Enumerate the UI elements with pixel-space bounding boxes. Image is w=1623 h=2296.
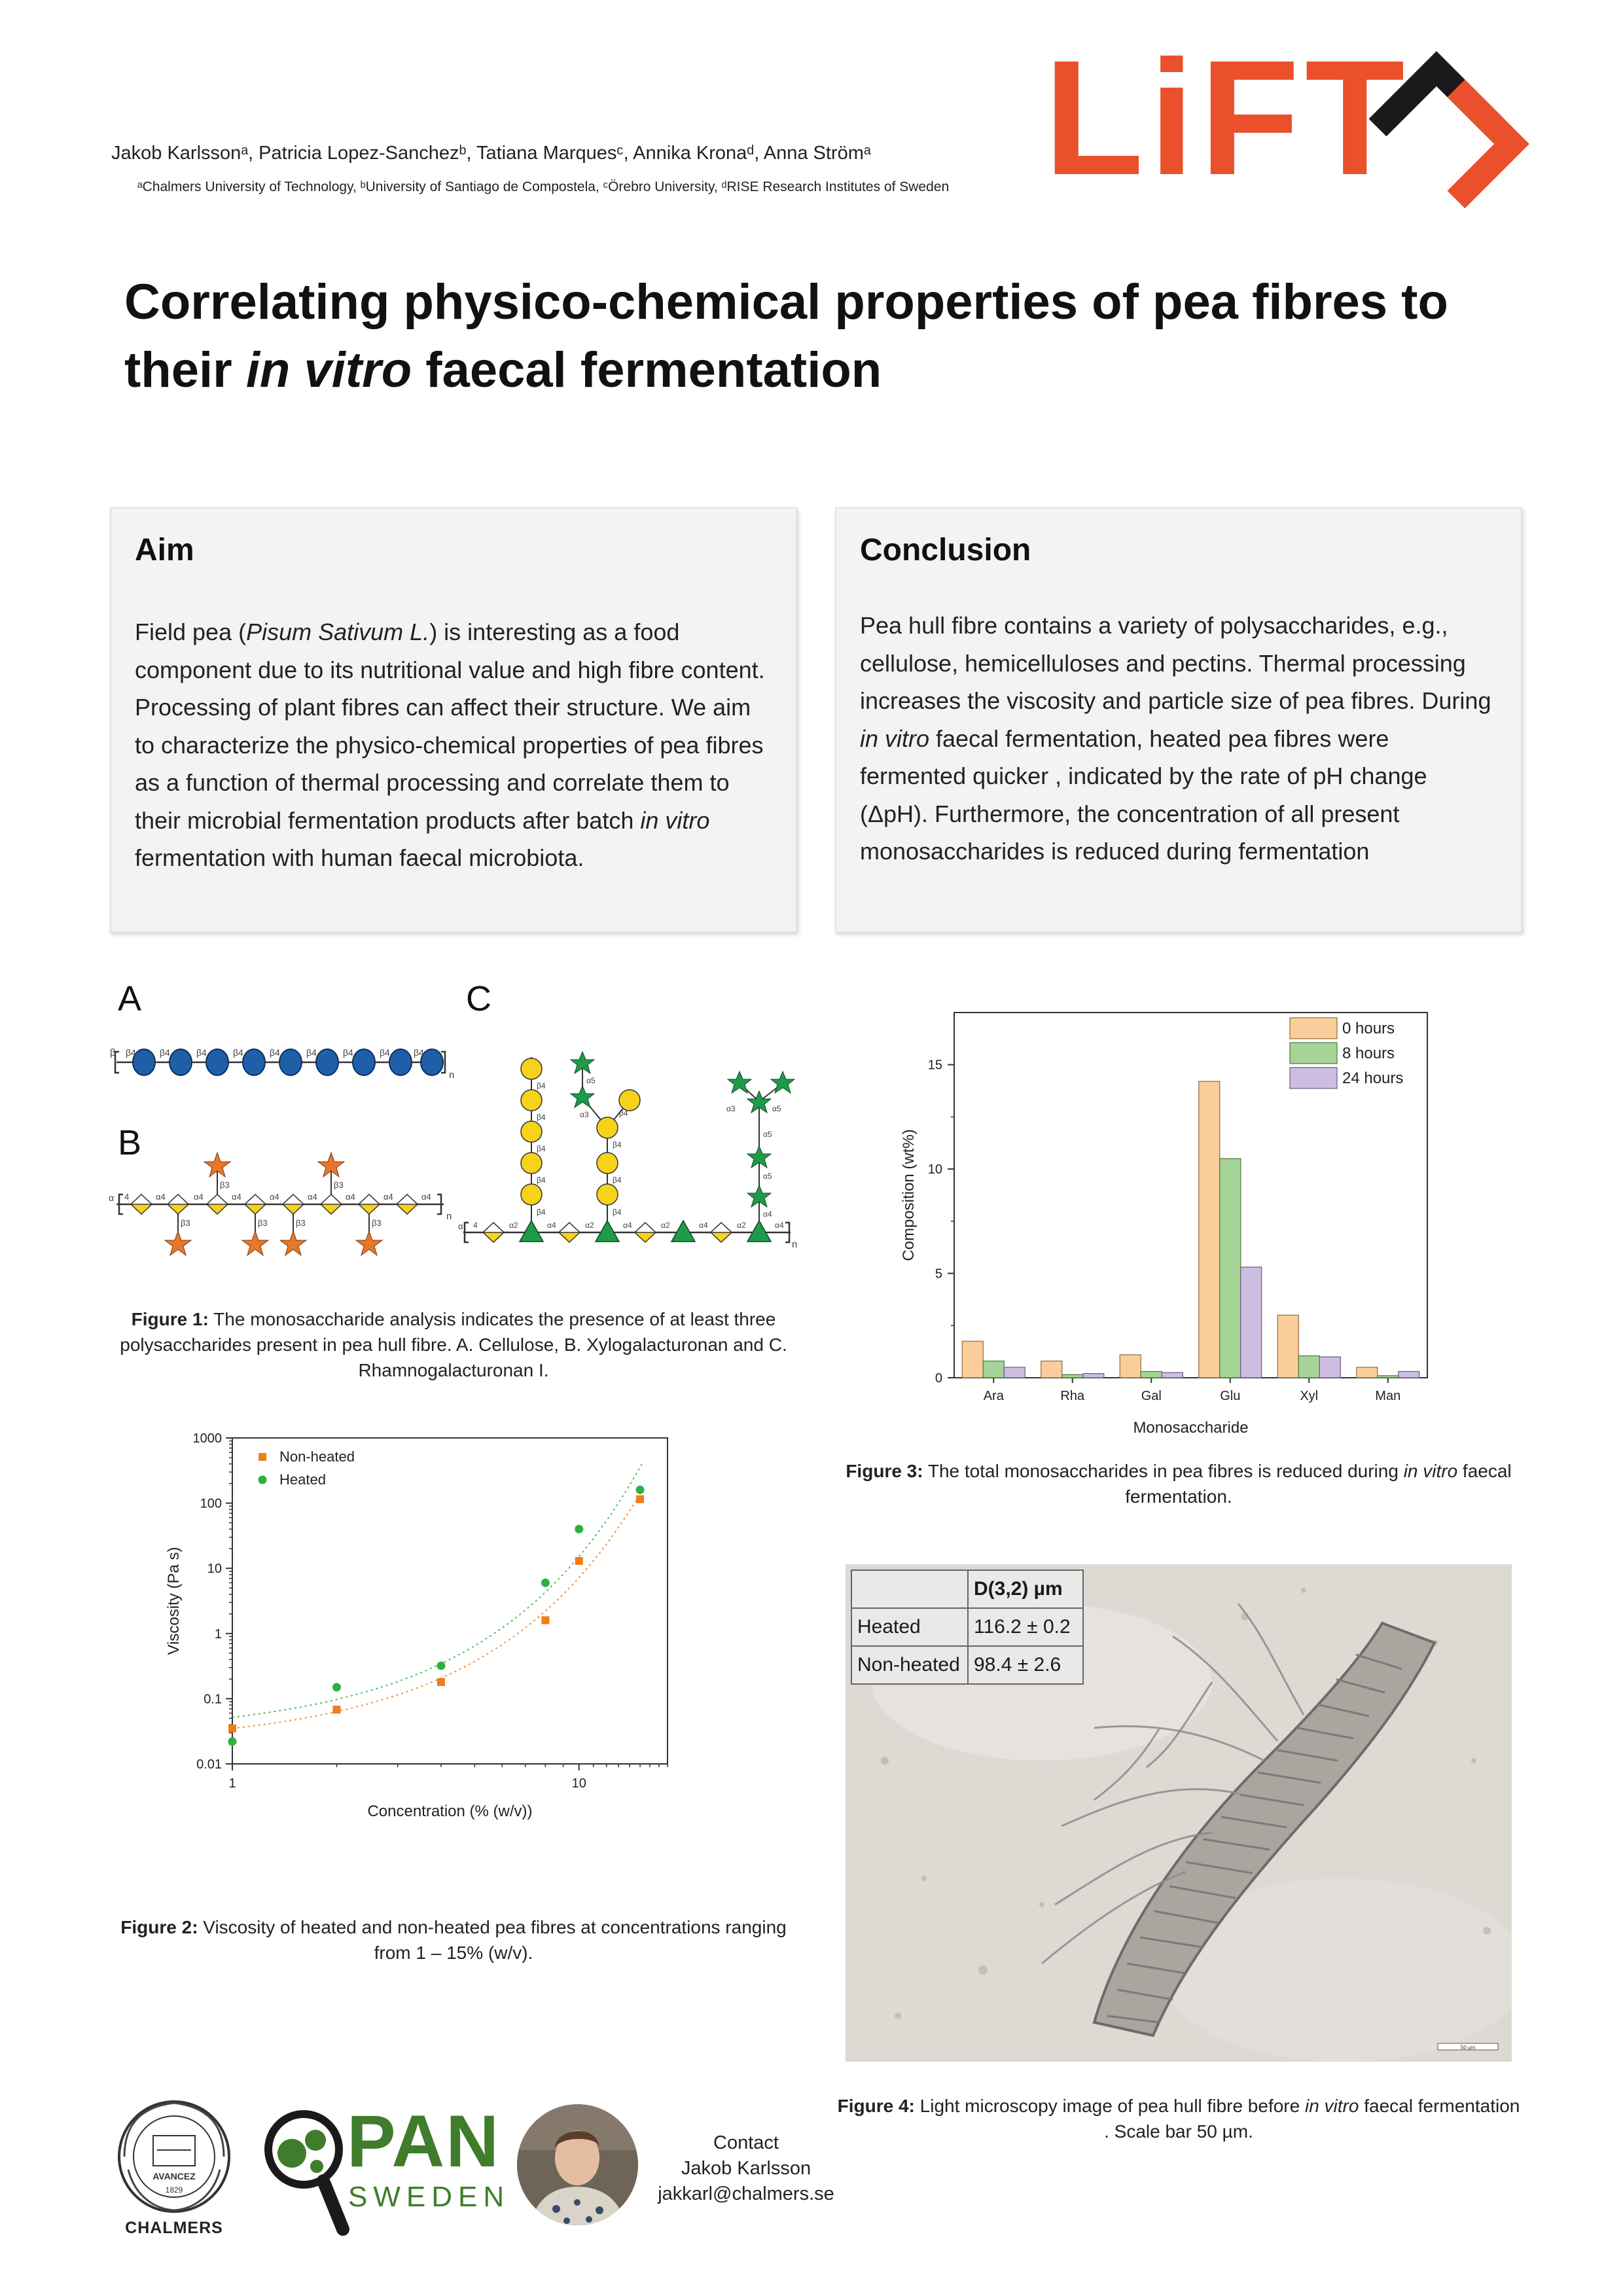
svg-text:α5: α5 xyxy=(772,1104,781,1113)
lift-logo-text: LiFT xyxy=(1044,26,1410,209)
svg-text:α4: α4 xyxy=(775,1221,784,1230)
data-point-heated xyxy=(332,1683,341,1691)
svg-text:β4: β4 xyxy=(537,1175,546,1185)
x-tick-label: Gal xyxy=(1141,1389,1162,1403)
legend-label-1: 8 hours xyxy=(1342,1045,1395,1062)
data-point-nonheated xyxy=(541,1616,549,1624)
xylose-star xyxy=(242,1231,268,1255)
bar-ara-1 xyxy=(983,1361,1004,1378)
particle-size-table xyxy=(851,1570,1084,1685)
svg-text:β4: β4 xyxy=(160,1047,170,1058)
row-label: Non-heated xyxy=(851,1646,968,1684)
svg-text:α4: α4 xyxy=(194,1192,204,1202)
data-point-nonheated xyxy=(228,1725,236,1732)
contact-heading: Contact xyxy=(713,2132,779,2153)
glycan-structures xyxy=(105,978,812,1266)
xylogalacturonan-chain xyxy=(109,1153,452,1255)
data-point-heated xyxy=(636,1486,645,1494)
svg-text:α4: α4 xyxy=(156,1192,166,1202)
y-tick-label: 10 xyxy=(927,1162,942,1177)
y-axis-label: Composition (wt%) xyxy=(900,1129,918,1261)
lift-logo xyxy=(1044,26,1541,219)
bar-glu-0 xyxy=(1199,1081,1220,1378)
chalmers-seal-icon xyxy=(115,2098,233,2215)
svg-text:β4: β4 xyxy=(126,1047,136,1058)
data-point-heated xyxy=(228,1737,237,1746)
svg-text:β4: β4 xyxy=(196,1047,207,1058)
y-tick-label: 1000 xyxy=(192,1431,222,1446)
svg-text:n: n xyxy=(792,1239,798,1250)
panel-c-label: C xyxy=(466,979,491,1018)
row-value: 98.4 ± 2.6 xyxy=(968,1646,1083,1684)
svg-text:α4: α4 xyxy=(270,1192,279,1202)
bar-man-0 xyxy=(1357,1367,1378,1378)
svg-text:β4: β4 xyxy=(619,1109,628,1118)
svg-text:4: 4 xyxy=(473,1221,478,1230)
svg-text:β3: β3 xyxy=(296,1218,306,1228)
x-tick-label: Glu xyxy=(1220,1389,1241,1403)
svg-text:α: α xyxy=(458,1221,463,1231)
svg-text:β4: β4 xyxy=(613,1208,622,1217)
svg-text:α3: α3 xyxy=(580,1110,589,1119)
title-part2: faecal fermentation xyxy=(412,342,882,398)
svg-text:α5: α5 xyxy=(763,1130,772,1139)
xylose-star xyxy=(165,1231,191,1255)
legend-swatch-2 xyxy=(1290,1067,1337,1088)
arabinose-star xyxy=(571,1086,594,1107)
xylose-star xyxy=(280,1231,306,1255)
composition-chart xyxy=(883,998,1499,1450)
bar-man-2 xyxy=(1399,1371,1419,1378)
svg-text:β4: β4 xyxy=(537,1113,546,1122)
cellulose-chain xyxy=(110,1047,454,1081)
svg-text:β3: β3 xyxy=(372,1218,382,1228)
bar-rha-1 xyxy=(1062,1374,1083,1378)
svg-text:α4: α4 xyxy=(232,1192,241,1202)
svg-text:β4: β4 xyxy=(233,1047,243,1058)
table-header-row xyxy=(851,1570,1083,1608)
svg-text:β3: β3 xyxy=(258,1218,268,1228)
y-tick-label: 5 xyxy=(935,1266,942,1282)
svg-text:α4: α4 xyxy=(623,1221,632,1230)
aim-text: Field pea (Pisum Sativum L.) is interesting as a food component due to its nutritional value and high fibre content. Processing of plant fibres can affect their structure. We aim to characterize the physico-chemical properties of pea fibres as a function of thermal processing and correlate them to their microbial fermentation products after batch in vitro fermentation with human faecal microbiota. xyxy=(135,619,765,871)
chart-legend xyxy=(259,1448,355,1488)
svg-text:β4: β4 xyxy=(270,1047,280,1058)
bar-xyl-1 xyxy=(1298,1356,1319,1378)
y-tick-label: 0 xyxy=(935,1371,942,1386)
contact-name: Jakob Karlsson xyxy=(681,2158,812,2179)
bar-man-1 xyxy=(1378,1376,1399,1378)
panel-a-label: A xyxy=(118,979,142,1018)
contact-block xyxy=(609,2130,883,2207)
data-point-heated xyxy=(437,1662,445,1670)
aim-box xyxy=(110,507,797,933)
svg-text:β4: β4 xyxy=(343,1047,353,1058)
chalmers-label: CHALMERS xyxy=(125,2219,223,2237)
panel-b-label: B xyxy=(118,1123,142,1162)
bar-xyl-0 xyxy=(1277,1315,1298,1378)
data-point-nonheated xyxy=(332,1706,340,1713)
bar-rha-2 xyxy=(1083,1374,1104,1378)
title-part1: Correlating physico-chemical properties of pea fibres to their xyxy=(124,274,1448,398)
svg-text:α4: α4 xyxy=(763,1210,772,1219)
sweden-label: SWEDEN xyxy=(348,2181,510,2213)
bar-gal-2 xyxy=(1162,1372,1183,1378)
svg-text:β3: β3 xyxy=(181,1218,190,1228)
legend-label-0: 0 hours xyxy=(1342,1020,1395,1037)
chalmers-logo xyxy=(115,2098,233,2238)
y-tick-label: 0.1 xyxy=(204,1692,222,1707)
table-row xyxy=(851,1646,1083,1684)
svg-text:4: 4 xyxy=(124,1192,130,1202)
pan-sweden-logo xyxy=(260,2100,510,2238)
table-header: D(3,2) µm xyxy=(968,1570,1083,1608)
glucose-units xyxy=(133,1049,443,1075)
svg-text:β4: β4 xyxy=(537,1081,546,1090)
svg-text:α4: α4 xyxy=(383,1192,393,1202)
legend-label-2: 24 hours xyxy=(1342,1069,1404,1087)
table-row xyxy=(851,1608,1083,1646)
svg-text:α2: α2 xyxy=(585,1221,594,1230)
legend-label-nonheated: Non-heated xyxy=(279,1448,355,1465)
svg-text:n: n xyxy=(446,1211,452,1222)
xylose-star xyxy=(356,1231,382,1255)
data-point-nonheated xyxy=(636,1496,644,1503)
x-axis-label: Monosaccharide xyxy=(1133,1419,1249,1437)
svg-text:AVANCEZ: AVANCEZ xyxy=(152,2171,196,2181)
bar-glu-1 xyxy=(1220,1158,1241,1378)
arabinose-star xyxy=(728,1071,751,1093)
svg-text:α4: α4 xyxy=(699,1221,708,1230)
x-tick-label: 10 xyxy=(571,1776,586,1791)
conclusion-text: Pea hull fibre contains a variety of polysaccharides, e.g., cellulose, hemicelluloses and pectins. Thermal processing increases the viscosity and particle size of pea fibres. During in vitro faecal fermentation, heated pea fibres were fermented quicker , indicated by the rate of pH change (ΔpH). Furthermore, the concentration of all present monosaccharides is reduced during fermentation xyxy=(860,612,1491,865)
row-value: 116.2 ± 0.2 xyxy=(968,1608,1083,1646)
affiliations: ᵃChalmers University of Technology, ᵇUniversity of Santiago de Compostela, ᶜÖrebro University, ᵈRISE Research Institutes of Sweden xyxy=(137,179,950,194)
svg-text:β4: β4 xyxy=(537,1208,546,1217)
svg-text:n: n xyxy=(449,1069,455,1081)
x-tick-label: Man xyxy=(1375,1389,1401,1403)
y-tick-label: 1 xyxy=(214,1626,222,1641)
x-tick-label: Rha xyxy=(1060,1389,1085,1403)
conclusion-box xyxy=(835,507,1522,933)
svg-text:α5: α5 xyxy=(586,1076,596,1085)
svg-text:α: α xyxy=(109,1193,115,1203)
legend-swatch-nonheated xyxy=(259,1453,266,1461)
svg-text:β4: β4 xyxy=(380,1047,390,1058)
bar-glu-2 xyxy=(1241,1267,1262,1378)
svg-text:β3: β3 xyxy=(220,1180,230,1190)
svg-text:β4: β4 xyxy=(537,1144,546,1153)
bar-gal-1 xyxy=(1141,1371,1162,1378)
microscopy-image xyxy=(846,1564,1512,2062)
conclusion-heading: Conclusion xyxy=(860,533,1031,567)
scalebar-label: 50 µm xyxy=(1460,2045,1476,2051)
data-point-heated xyxy=(541,1579,550,1587)
svg-text:α4: α4 xyxy=(346,1192,355,1202)
y-tick-label: 10 xyxy=(207,1562,222,1577)
legend-swatch-1 xyxy=(1290,1043,1337,1064)
svg-text:α4: α4 xyxy=(421,1192,431,1202)
y-axis-label: Viscosity (Pa s) xyxy=(165,1547,183,1655)
svg-text:α2: α2 xyxy=(509,1221,518,1230)
bar-ara-2 xyxy=(1004,1367,1025,1378)
bar-ara-0 xyxy=(962,1341,983,1378)
data-point-heated xyxy=(575,1525,583,1534)
y-tick-label: 0.01 xyxy=(196,1757,222,1772)
rhamnogalacturonan-chain xyxy=(458,1052,797,1250)
svg-text:β3: β3 xyxy=(334,1180,344,1190)
contact-email[interactable]: jakkarl@chalmers.se xyxy=(658,2183,834,2204)
x-axis-label: Concentration (% (w/v)) xyxy=(367,1803,533,1820)
row-label: Heated xyxy=(851,1608,968,1646)
svg-text:β4: β4 xyxy=(414,1047,424,1058)
author-list: Jakob Karlssonᵃ, Patricia Lopez-Sanchezᵇ, Tatiana Marquesᶜ, Annika Kronaᵈ, Anna Strömᵃ xyxy=(111,143,871,164)
y-tick-label: 15 xyxy=(927,1058,942,1073)
plot-frame xyxy=(954,1013,1427,1378)
figure4-caption: Figure 4: Light microscopy image of pea hull fibre before in vitro faecal fermentation . Scale bar 50 µm. xyxy=(837,2096,1520,2142)
data-point-nonheated xyxy=(575,1557,583,1565)
viscosity-chart xyxy=(157,1420,759,1865)
figure2-caption: Figure 2: Viscosity of heated and non-heated pea fibres at concentrations ranging from 1 – 15% (w/v). xyxy=(120,1917,787,1963)
svg-text:β: β xyxy=(110,1047,116,1058)
svg-text:α3: α3 xyxy=(726,1104,736,1113)
svg-text:β4: β4 xyxy=(613,1175,622,1185)
figure1-diagram xyxy=(105,978,812,1266)
figure3-caption: Figure 3: The total monosaccharides in pea fibres is reduced during in vitro faecal fermentation. xyxy=(846,1461,1512,1507)
pan-label: PAN xyxy=(347,2100,501,2182)
chart-legend xyxy=(1290,1018,1403,1088)
legend-label-heated: Heated xyxy=(279,1471,326,1488)
svg-text:α5: α5 xyxy=(763,1172,772,1181)
svg-text:α4: α4 xyxy=(308,1192,317,1202)
legend-swatch-heated xyxy=(259,1476,267,1484)
data-point-nonheated xyxy=(437,1678,445,1686)
bar-gal-0 xyxy=(1120,1355,1141,1378)
svg-text:β4: β4 xyxy=(613,1140,622,1149)
figure1-caption: Figure 1: The monosaccharide analysis indicates the presence of at least three polysaccharides present in pea hull fibre. A. Cellulose, B. Xylogalacturonan and C. Rhamnogalacturonan I. xyxy=(120,1309,787,1380)
svg-text:α2: α2 xyxy=(737,1221,746,1230)
svg-text:α2: α2 xyxy=(661,1221,670,1230)
svg-text:β4: β4 xyxy=(306,1047,317,1058)
lift-chevron-icon xyxy=(1351,43,1535,226)
bar-xyl-2 xyxy=(1319,1357,1340,1378)
x-tick-label: Ara xyxy=(983,1389,1004,1403)
x-tick-label: 1 xyxy=(228,1776,236,1791)
title-italic: in vitro xyxy=(245,342,412,398)
poster-title xyxy=(124,268,1499,404)
aim-heading: Aim xyxy=(135,533,194,567)
legend-swatch-0 xyxy=(1290,1018,1337,1039)
svg-text:α4: α4 xyxy=(547,1221,556,1230)
x-tick-label: Xyl xyxy=(1300,1389,1319,1403)
y-tick-label: 100 xyxy=(200,1496,222,1511)
bar-rha-0 xyxy=(1041,1361,1062,1378)
magnifier-pea-icon xyxy=(260,2108,352,2238)
svg-text:1829: 1829 xyxy=(165,2185,183,2195)
